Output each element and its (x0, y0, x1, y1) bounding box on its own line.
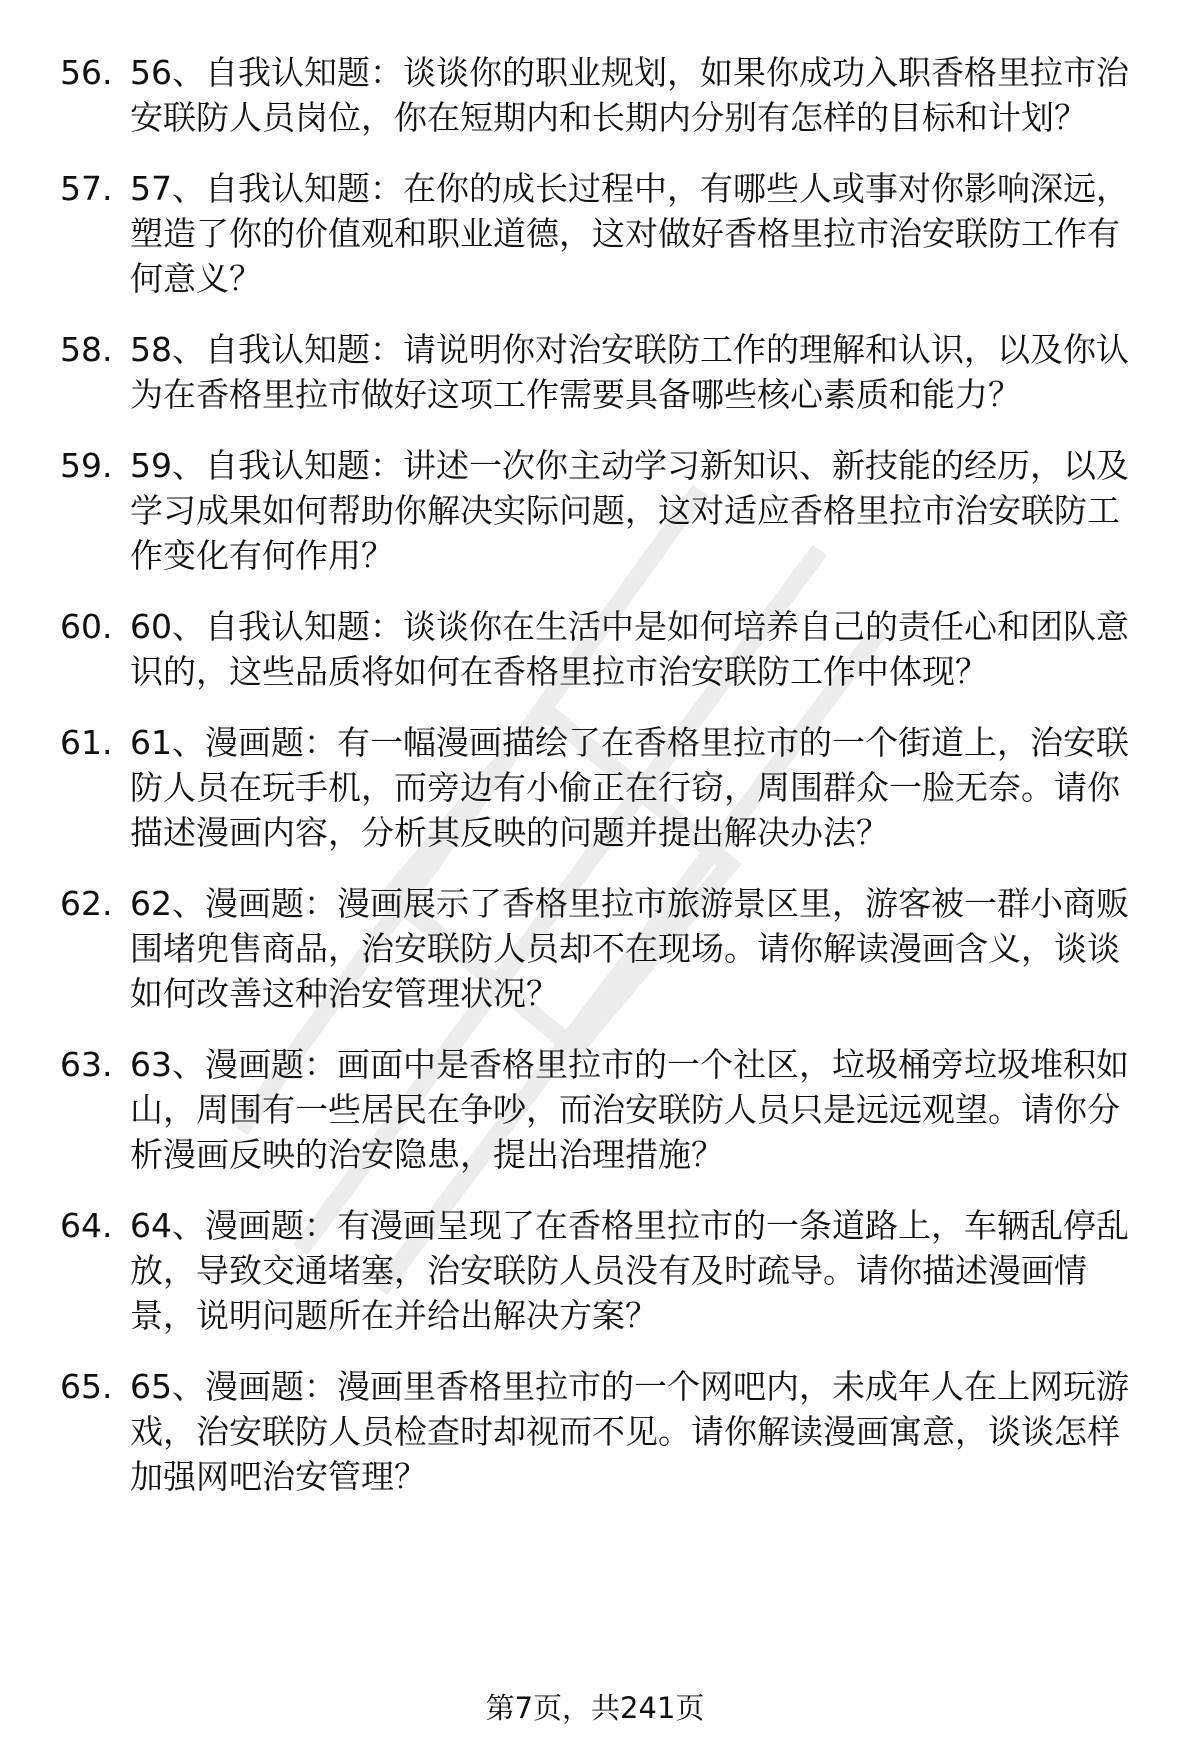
question-item (60, 327, 1150, 417)
question-number: 62. (60, 884, 113, 923)
question-number: 63. (60, 1045, 113, 1084)
question-text: 62、漫画题：漫画展示了香格里拉市旅游景区里，游客被一群小商贩围堵兜售商品，治安联防人员却不在现场。请你解读漫画含义，谈谈如何改善这种治安管理状况？ (130, 884, 1129, 1013)
question-text: 60、自我认知题：谈谈你在生活中是如何培养自己的责任心和团队意识的，这些品质将如何在香格里拉市治安联防工作中体现？ (130, 607, 1129, 691)
question-number: 59. (60, 446, 113, 485)
question-item (60, 881, 1150, 1016)
question-item (60, 443, 1150, 578)
question-number: 65. (60, 1367, 113, 1406)
question-number: 60. (60, 607, 113, 646)
page-number-footer: 第7页，共241页 (485, 1691, 705, 1725)
question-item (60, 720, 1150, 855)
question-text: 65、漫画题：漫画里香格里拉市的一个网吧内，未成年人在上网玩游戏，治安联防人员检查时却视而不见。请你解读漫画寓意，谈谈怎样加强网吧治安管理？ (130, 1367, 1129, 1496)
question-item (60, 1042, 1150, 1177)
question-number: 64. (60, 1206, 113, 1245)
question-text: 61、漫画题：有一幅漫画描绘了在香格里拉市的一个街道上，治安联防人员在玩手机，而旁边有小偷正在行窃，周围群众一脸无奈。请你描述漫画内容，分析其反映的问题并提出解决办法？ (130, 723, 1129, 852)
question-text: 56、自我认知题：谈谈你的职业规划，如果你成功入职香格里拉市治安联防人员岗位，你在短期内和长期内分别有怎样的目标和计划？ (130, 53, 1129, 137)
question-text: 63、漫画题：画面中是香格里拉市的一个社区，垃圾桶旁垃圾堆积如山，周围有一些居民在争吵，而治安联防人员只是远远观望。请你分析漫画反映的治安隐患，提出治理措施？ (130, 1045, 1129, 1174)
question-item (60, 166, 1150, 301)
question-number: 58. (60, 330, 113, 369)
question-item (60, 50, 1150, 140)
question-text: 64、漫画题：有漫画呈现了在香格里拉市的一条道路上，车辆乱停乱放，导致交通堵塞，治安联防人员没有及时疏导。请你描述漫画情景，说明问题所在并给出解决方案？ (130, 1206, 1129, 1335)
question-item (60, 1203, 1150, 1338)
question-item (60, 1364, 1150, 1499)
question-text: 59、自我认知题：讲述一次你主动学习新知识、新技能的经历，以及学习成果如何帮助你解决实际问题，这对适应香格里拉市治安联防工作变化有何作用？ (130, 446, 1129, 575)
question-number: 56. (60, 53, 113, 92)
question-number: 61. (60, 723, 113, 762)
question-item (60, 604, 1150, 694)
question-number: 57. (60, 169, 113, 208)
question-list (60, 50, 1150, 1525)
question-text: 57、自我认知题：在你的成长过程中，有哪些人或事对你影响深远，塑造了你的价值观和职业道德，这对做好香格里拉市治安联防工作有何意义？ (130, 169, 1129, 298)
question-text: 58、自我认知题：请说明你对治安联防工作的理解和认识，以及你认为在香格里拉市做好这项工作需要具备哪些核心素质和能力？ (130, 330, 1129, 414)
